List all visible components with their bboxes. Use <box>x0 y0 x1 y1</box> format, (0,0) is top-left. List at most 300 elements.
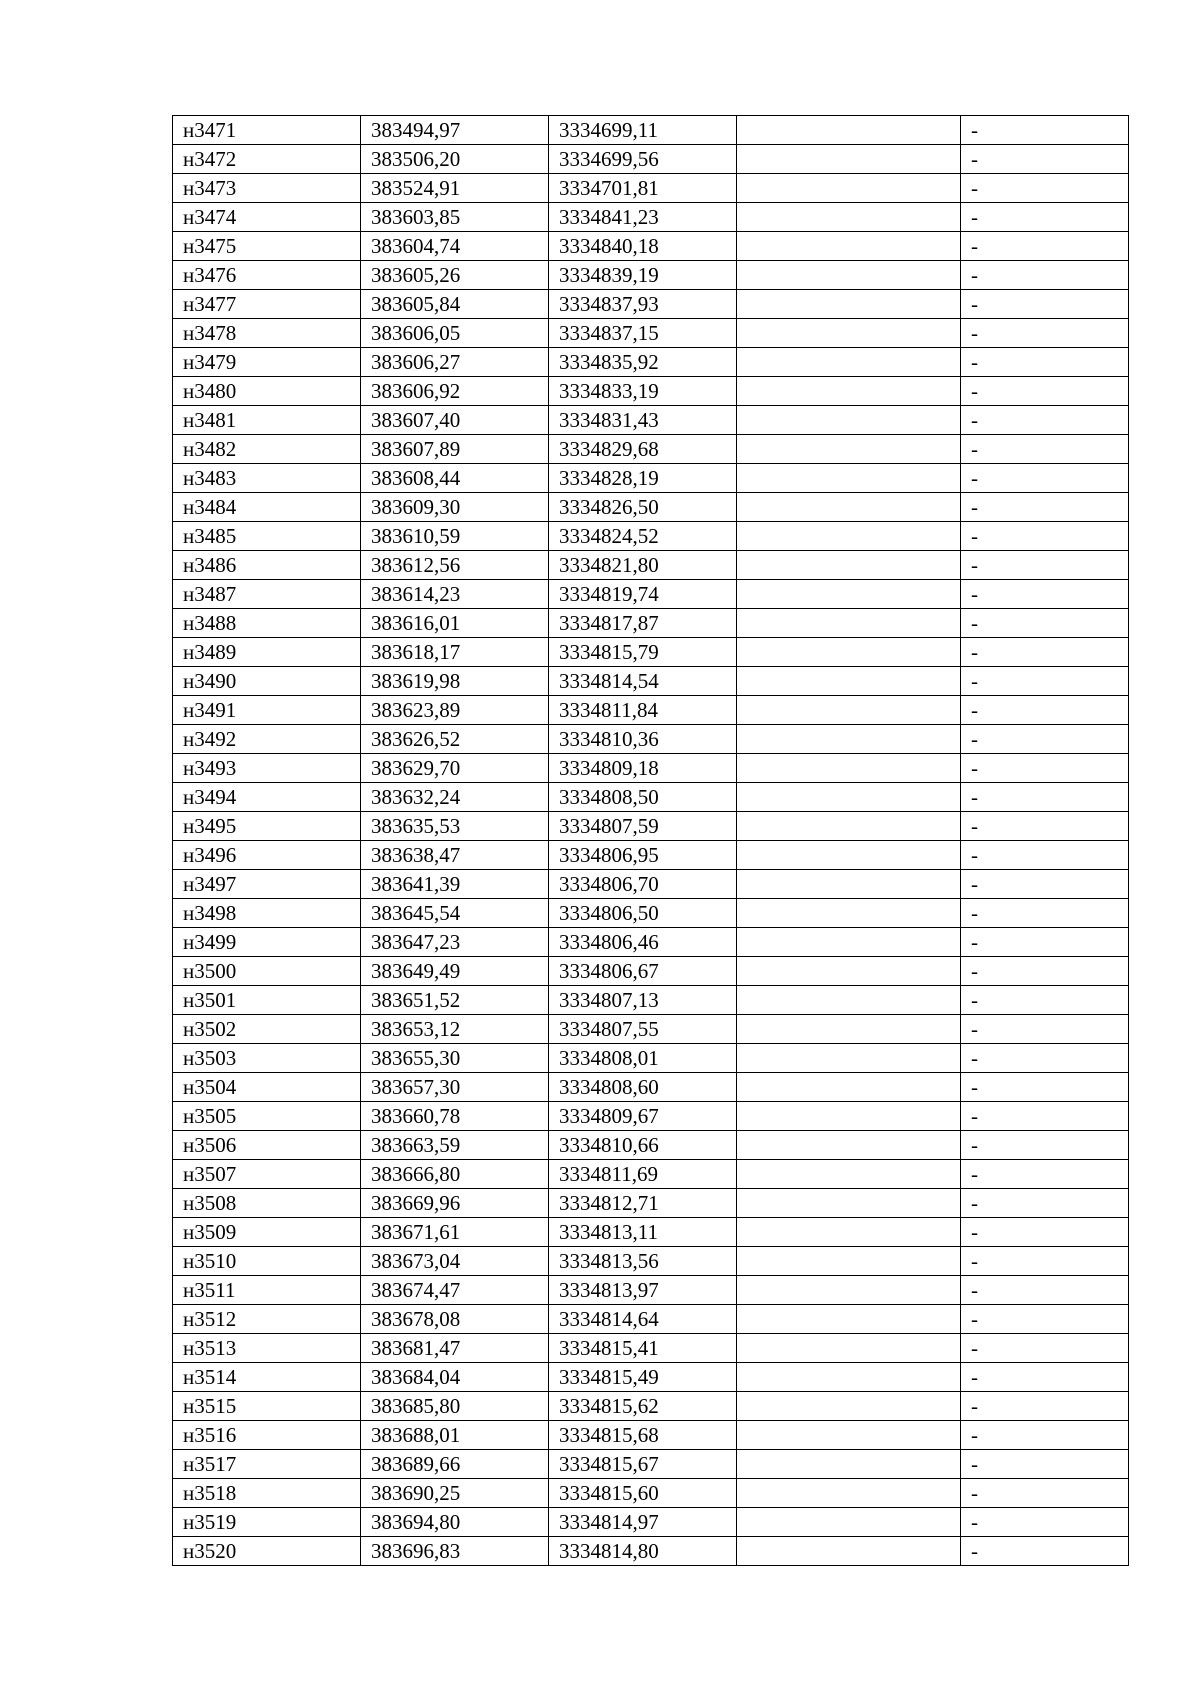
dash-cell: - <box>961 261 1129 290</box>
point-id-cell: н3478 <box>173 319 361 348</box>
y-coordinate-cell: 3334808,60 <box>549 1073 737 1102</box>
point-id-cell: н3471 <box>173 116 361 145</box>
dash-cell: - <box>961 522 1129 551</box>
x-coordinate-cell: 383524,91 <box>361 174 549 203</box>
table-row <box>173 1102 1129 1131</box>
blank-cell <box>737 522 961 551</box>
point-id-cell: н3504 <box>173 1073 361 1102</box>
table-row <box>173 464 1129 493</box>
dash-cell: - <box>961 696 1129 725</box>
blank-cell <box>737 1392 961 1421</box>
table-row <box>173 290 1129 319</box>
table-row <box>173 232 1129 261</box>
point-id-cell: н3501 <box>173 986 361 1015</box>
x-coordinate-cell: 383645,54 <box>361 899 549 928</box>
point-id-cell: н3514 <box>173 1363 361 1392</box>
point-id-cell: н3509 <box>173 1218 361 1247</box>
y-coordinate-cell: 3334837,93 <box>549 290 737 319</box>
dash-cell: - <box>961 435 1129 464</box>
dash-cell: - <box>961 1363 1129 1392</box>
table-row <box>173 1044 1129 1073</box>
point-id-cell: н3492 <box>173 725 361 754</box>
blank-cell <box>737 493 961 522</box>
dash-cell: - <box>961 957 1129 986</box>
blank-cell <box>737 290 961 319</box>
table-row <box>173 1450 1129 1479</box>
table-row <box>173 899 1129 928</box>
table-row <box>173 377 1129 406</box>
x-coordinate-cell: 383685,80 <box>361 1392 549 1421</box>
point-id-cell: н3512 <box>173 1305 361 1334</box>
point-id-cell: н3496 <box>173 841 361 870</box>
y-coordinate-cell: 3334839,19 <box>549 261 737 290</box>
table-row <box>173 841 1129 870</box>
point-id-cell: н3502 <box>173 1015 361 1044</box>
dash-cell: - <box>961 377 1129 406</box>
x-coordinate-cell: 383494,97 <box>361 116 549 145</box>
y-coordinate-cell: 3334831,43 <box>549 406 737 435</box>
point-id-cell: н3480 <box>173 377 361 406</box>
y-coordinate-cell: 3334815,79 <box>549 638 737 667</box>
x-coordinate-cell: 383626,52 <box>361 725 549 754</box>
y-coordinate-cell: 3334829,68 <box>549 435 737 464</box>
point-id-cell: н3505 <box>173 1102 361 1131</box>
dash-cell: - <box>961 1015 1129 1044</box>
point-id-cell: н3520 <box>173 1537 361 1566</box>
blank-cell <box>737 1421 961 1450</box>
x-coordinate-cell: 383684,04 <box>361 1363 549 1392</box>
table-row <box>173 551 1129 580</box>
point-id-cell: н3473 <box>173 174 361 203</box>
table-row <box>173 870 1129 899</box>
table-row <box>173 754 1129 783</box>
dash-cell: - <box>961 580 1129 609</box>
coordinates-table-body <box>173 116 1129 1566</box>
y-coordinate-cell: 3334815,67 <box>549 1450 737 1479</box>
dash-cell: - <box>961 1247 1129 1276</box>
point-id-cell: н3493 <box>173 754 361 783</box>
x-coordinate-cell: 383607,89 <box>361 435 549 464</box>
x-coordinate-cell: 383605,84 <box>361 290 549 319</box>
dash-cell: - <box>961 551 1129 580</box>
dash-cell: - <box>961 1334 1129 1363</box>
dash-cell: - <box>961 754 1129 783</box>
y-coordinate-cell: 3334817,87 <box>549 609 737 638</box>
blank-cell <box>737 1102 961 1131</box>
blank-cell <box>737 1247 961 1276</box>
table-row <box>173 638 1129 667</box>
dash-cell: - <box>961 406 1129 435</box>
x-coordinate-cell: 383673,04 <box>361 1247 549 1276</box>
table-row <box>173 1334 1129 1363</box>
point-id-cell: н3508 <box>173 1189 361 1218</box>
y-coordinate-cell: 3334813,97 <box>549 1276 737 1305</box>
blank-cell <box>737 1015 961 1044</box>
table-row <box>173 1305 1129 1334</box>
x-coordinate-cell: 383608,44 <box>361 464 549 493</box>
y-coordinate-cell: 3334835,92 <box>549 348 737 377</box>
blank-cell <box>737 812 961 841</box>
table-row <box>173 493 1129 522</box>
x-coordinate-cell: 383657,30 <box>361 1073 549 1102</box>
y-coordinate-cell: 3334840,18 <box>549 232 737 261</box>
point-id-cell: н3481 <box>173 406 361 435</box>
x-coordinate-cell: 383629,70 <box>361 754 549 783</box>
y-coordinate-cell: 3334814,80 <box>549 1537 737 1566</box>
dash-cell: - <box>961 1305 1129 1334</box>
blank-cell <box>737 1363 961 1392</box>
blank-cell <box>737 638 961 667</box>
point-id-cell: н3489 <box>173 638 361 667</box>
x-coordinate-cell: 383663,59 <box>361 1131 549 1160</box>
x-coordinate-cell: 383641,39 <box>361 870 549 899</box>
x-coordinate-cell: 383623,89 <box>361 696 549 725</box>
point-id-cell: н3475 <box>173 232 361 261</box>
dash-cell: - <box>961 1189 1129 1218</box>
x-coordinate-cell: 383506,20 <box>361 145 549 174</box>
table-row <box>173 1131 1129 1160</box>
y-coordinate-cell: 3334807,13 <box>549 986 737 1015</box>
point-id-cell: н3495 <box>173 812 361 841</box>
blank-cell <box>737 580 961 609</box>
table-row <box>173 1363 1129 1392</box>
blank-cell <box>737 174 961 203</box>
blank-cell <box>737 232 961 261</box>
table-row <box>173 203 1129 232</box>
y-coordinate-cell: 3334806,67 <box>549 957 737 986</box>
x-coordinate-cell: 383632,24 <box>361 783 549 812</box>
x-coordinate-cell: 383612,56 <box>361 551 549 580</box>
x-coordinate-cell: 383696,83 <box>361 1537 549 1566</box>
blank-cell <box>737 1160 961 1189</box>
x-coordinate-cell: 383688,01 <box>361 1421 549 1450</box>
blank-cell <box>737 319 961 348</box>
table-row <box>173 986 1129 1015</box>
x-coordinate-cell: 383647,23 <box>361 928 549 957</box>
point-id-cell: н3519 <box>173 1508 361 1537</box>
y-coordinate-cell: 3334809,67 <box>549 1102 737 1131</box>
point-id-cell: н3486 <box>173 551 361 580</box>
blank-cell <box>737 1218 961 1247</box>
dash-cell: - <box>961 638 1129 667</box>
blank-cell <box>737 1479 961 1508</box>
table-row <box>173 1160 1129 1189</box>
dash-cell: - <box>961 464 1129 493</box>
blank-cell <box>737 1276 961 1305</box>
blank-cell <box>737 145 961 174</box>
x-coordinate-cell: 383666,80 <box>361 1160 549 1189</box>
y-coordinate-cell: 3334841,23 <box>549 203 737 232</box>
coordinates-table <box>172 115 1129 1566</box>
dash-cell: - <box>961 1131 1129 1160</box>
point-id-cell: н3497 <box>173 870 361 899</box>
y-coordinate-cell: 3334815,49 <box>549 1363 737 1392</box>
point-id-cell: н3513 <box>173 1334 361 1363</box>
dash-cell: - <box>961 203 1129 232</box>
y-coordinate-cell: 3334813,11 <box>549 1218 737 1247</box>
point-id-cell: н3487 <box>173 580 361 609</box>
blank-cell <box>737 986 961 1015</box>
blank-cell <box>737 928 961 957</box>
blank-cell <box>737 1044 961 1073</box>
y-coordinate-cell: 3334815,41 <box>549 1334 737 1363</box>
dash-cell: - <box>961 1421 1129 1450</box>
table-row <box>173 319 1129 348</box>
y-coordinate-cell: 3334806,95 <box>549 841 737 870</box>
y-coordinate-cell: 3334821,80 <box>549 551 737 580</box>
point-id-cell: н3507 <box>173 1160 361 1189</box>
table-row <box>173 812 1129 841</box>
y-coordinate-cell: 3334837,15 <box>549 319 737 348</box>
x-coordinate-cell: 383618,17 <box>361 638 549 667</box>
x-coordinate-cell: 383678,08 <box>361 1305 549 1334</box>
table-row <box>173 1276 1129 1305</box>
dash-cell: - <box>961 725 1129 754</box>
dash-cell: - <box>961 1073 1129 1102</box>
point-id-cell: н3511 <box>173 1276 361 1305</box>
blank-cell <box>737 1073 961 1102</box>
dash-cell: - <box>961 145 1129 174</box>
y-coordinate-cell: 3334806,50 <box>549 899 737 928</box>
table-row <box>173 145 1129 174</box>
table-row <box>173 435 1129 464</box>
blank-cell <box>737 1334 961 1363</box>
table-row <box>173 1218 1129 1247</box>
y-coordinate-cell: 3334812,71 <box>549 1189 737 1218</box>
table-row <box>173 1479 1129 1508</box>
table-row <box>173 1392 1129 1421</box>
x-coordinate-cell: 383651,52 <box>361 986 549 1015</box>
y-coordinate-cell: 3334806,46 <box>549 928 737 957</box>
point-id-cell: н3490 <box>173 667 361 696</box>
point-id-cell: н3494 <box>173 783 361 812</box>
y-coordinate-cell: 3334828,19 <box>549 464 737 493</box>
blank-cell <box>737 377 961 406</box>
x-coordinate-cell: 383606,27 <box>361 348 549 377</box>
dash-cell: - <box>961 1160 1129 1189</box>
x-coordinate-cell: 383604,74 <box>361 232 549 261</box>
point-id-cell: н3500 <box>173 957 361 986</box>
x-coordinate-cell: 383671,61 <box>361 1218 549 1247</box>
y-coordinate-cell: 3334699,56 <box>549 145 737 174</box>
blank-cell <box>737 957 961 986</box>
blank-cell <box>737 406 961 435</box>
table-row <box>173 406 1129 435</box>
point-id-cell: н3482 <box>173 435 361 464</box>
point-id-cell: н3491 <box>173 696 361 725</box>
x-coordinate-cell: 383690,25 <box>361 1479 549 1508</box>
dash-cell: - <box>961 1537 1129 1566</box>
dash-cell: - <box>961 348 1129 377</box>
x-coordinate-cell: 383614,23 <box>361 580 549 609</box>
dash-cell: - <box>961 841 1129 870</box>
y-coordinate-cell: 3334807,59 <box>549 812 737 841</box>
x-coordinate-cell: 383610,59 <box>361 522 549 551</box>
x-coordinate-cell: 383635,53 <box>361 812 549 841</box>
blank-cell <box>737 348 961 377</box>
x-coordinate-cell: 383606,05 <box>361 319 549 348</box>
x-coordinate-cell: 383681,47 <box>361 1334 549 1363</box>
y-coordinate-cell: 3334815,60 <box>549 1479 737 1508</box>
point-id-cell: н3506 <box>173 1131 361 1160</box>
dash-cell: - <box>961 174 1129 203</box>
y-coordinate-cell: 3334699,11 <box>549 116 737 145</box>
y-coordinate-cell: 3334826,50 <box>549 493 737 522</box>
y-coordinate-cell: 3334833,19 <box>549 377 737 406</box>
x-coordinate-cell: 383660,78 <box>361 1102 549 1131</box>
blank-cell <box>737 870 961 899</box>
blank-cell <box>737 667 961 696</box>
table-row <box>173 957 1129 986</box>
dash-cell: - <box>961 1392 1129 1421</box>
y-coordinate-cell: 3334810,36 <box>549 725 737 754</box>
y-coordinate-cell: 3334814,97 <box>549 1508 737 1537</box>
table-row <box>173 609 1129 638</box>
blank-cell <box>737 203 961 232</box>
blank-cell <box>737 899 961 928</box>
blank-cell <box>737 435 961 464</box>
x-coordinate-cell: 383607,40 <box>361 406 549 435</box>
y-coordinate-cell: 3334814,54 <box>549 667 737 696</box>
point-id-cell: н3474 <box>173 203 361 232</box>
x-coordinate-cell: 383606,92 <box>361 377 549 406</box>
blank-cell <box>737 841 961 870</box>
blank-cell <box>737 754 961 783</box>
y-coordinate-cell: 3334811,69 <box>549 1160 737 1189</box>
blank-cell <box>737 609 961 638</box>
table-row <box>173 1247 1129 1276</box>
point-id-cell: н3476 <box>173 261 361 290</box>
y-coordinate-cell: 3334824,52 <box>549 522 737 551</box>
table-row <box>173 667 1129 696</box>
blank-cell <box>737 116 961 145</box>
table-row <box>173 261 1129 290</box>
table-row <box>173 725 1129 754</box>
dash-cell: - <box>961 1218 1129 1247</box>
blank-cell <box>737 464 961 493</box>
x-coordinate-cell: 383653,12 <box>361 1015 549 1044</box>
y-coordinate-cell: 3334810,66 <box>549 1131 737 1160</box>
y-coordinate-cell: 3334808,01 <box>549 1044 737 1073</box>
y-coordinate-cell: 3334815,68 <box>549 1421 737 1450</box>
y-coordinate-cell: 3334806,70 <box>549 870 737 899</box>
table-row <box>173 1073 1129 1102</box>
dash-cell: - <box>961 232 1129 261</box>
x-coordinate-cell: 383689,66 <box>361 1450 549 1479</box>
point-id-cell: н3498 <box>173 899 361 928</box>
blank-cell <box>737 1508 961 1537</box>
x-coordinate-cell: 383694,80 <box>361 1508 549 1537</box>
point-id-cell: н3483 <box>173 464 361 493</box>
dash-cell: - <box>961 870 1129 899</box>
x-coordinate-cell: 383619,98 <box>361 667 549 696</box>
table-row <box>173 696 1129 725</box>
blank-cell <box>737 261 961 290</box>
dash-cell: - <box>961 1508 1129 1537</box>
y-coordinate-cell: 3334809,18 <box>549 754 737 783</box>
table-row <box>173 783 1129 812</box>
y-coordinate-cell: 3334819,74 <box>549 580 737 609</box>
table-row <box>173 1189 1129 1218</box>
x-coordinate-cell: 383669,96 <box>361 1189 549 1218</box>
point-id-cell: н3484 <box>173 493 361 522</box>
x-coordinate-cell: 383616,01 <box>361 609 549 638</box>
table-row <box>173 1508 1129 1537</box>
y-coordinate-cell: 3334808,50 <box>549 783 737 812</box>
dash-cell: - <box>961 667 1129 696</box>
blank-cell <box>737 725 961 754</box>
dash-cell: - <box>961 609 1129 638</box>
x-coordinate-cell: 383638,47 <box>361 841 549 870</box>
x-coordinate-cell: 383649,49 <box>361 957 549 986</box>
point-id-cell: н3472 <box>173 145 361 174</box>
table-row <box>173 928 1129 957</box>
x-coordinate-cell: 383609,30 <box>361 493 549 522</box>
table-row <box>173 348 1129 377</box>
table-row <box>173 1537 1129 1566</box>
blank-cell <box>737 551 961 580</box>
table-row <box>173 174 1129 203</box>
dash-cell: - <box>961 783 1129 812</box>
dash-cell: - <box>961 899 1129 928</box>
y-coordinate-cell: 3334701,81 <box>549 174 737 203</box>
dash-cell: - <box>961 1276 1129 1305</box>
dash-cell: - <box>961 290 1129 319</box>
blank-cell <box>737 1450 961 1479</box>
y-coordinate-cell: 3334814,64 <box>549 1305 737 1334</box>
point-id-cell: н3477 <box>173 290 361 319</box>
dash-cell: - <box>961 493 1129 522</box>
y-coordinate-cell: 3334807,55 <box>549 1015 737 1044</box>
point-id-cell: н3518 <box>173 1479 361 1508</box>
blank-cell <box>737 1189 961 1218</box>
dash-cell: - <box>961 116 1129 145</box>
dash-cell: - <box>961 1450 1129 1479</box>
table-row <box>173 1015 1129 1044</box>
y-coordinate-cell: 3334813,56 <box>549 1247 737 1276</box>
table-row <box>173 580 1129 609</box>
blank-cell <box>737 1131 961 1160</box>
dash-cell: - <box>961 986 1129 1015</box>
dash-cell: - <box>961 1102 1129 1131</box>
point-id-cell: н3488 <box>173 609 361 638</box>
y-coordinate-cell: 3334811,84 <box>549 696 737 725</box>
point-id-cell: н3517 <box>173 1450 361 1479</box>
x-coordinate-cell: 383605,26 <box>361 261 549 290</box>
point-id-cell: н3503 <box>173 1044 361 1073</box>
y-coordinate-cell: 3334815,62 <box>549 1392 737 1421</box>
dash-cell: - <box>961 928 1129 957</box>
x-coordinate-cell: 383603,85 <box>361 203 549 232</box>
dash-cell: - <box>961 812 1129 841</box>
dash-cell: - <box>961 1479 1129 1508</box>
dash-cell: - <box>961 319 1129 348</box>
point-id-cell: н3499 <box>173 928 361 957</box>
x-coordinate-cell: 383655,30 <box>361 1044 549 1073</box>
point-id-cell: н3516 <box>173 1421 361 1450</box>
x-coordinate-cell: 383674,47 <box>361 1276 549 1305</box>
dash-cell: - <box>961 1044 1129 1073</box>
point-id-cell: н3515 <box>173 1392 361 1421</box>
blank-cell <box>737 696 961 725</box>
table-row <box>173 1421 1129 1450</box>
blank-cell <box>737 783 961 812</box>
point-id-cell: н3479 <box>173 348 361 377</box>
blank-cell <box>737 1537 961 1566</box>
point-id-cell: н3485 <box>173 522 361 551</box>
blank-cell <box>737 1305 961 1334</box>
point-id-cell: н3510 <box>173 1247 361 1276</box>
